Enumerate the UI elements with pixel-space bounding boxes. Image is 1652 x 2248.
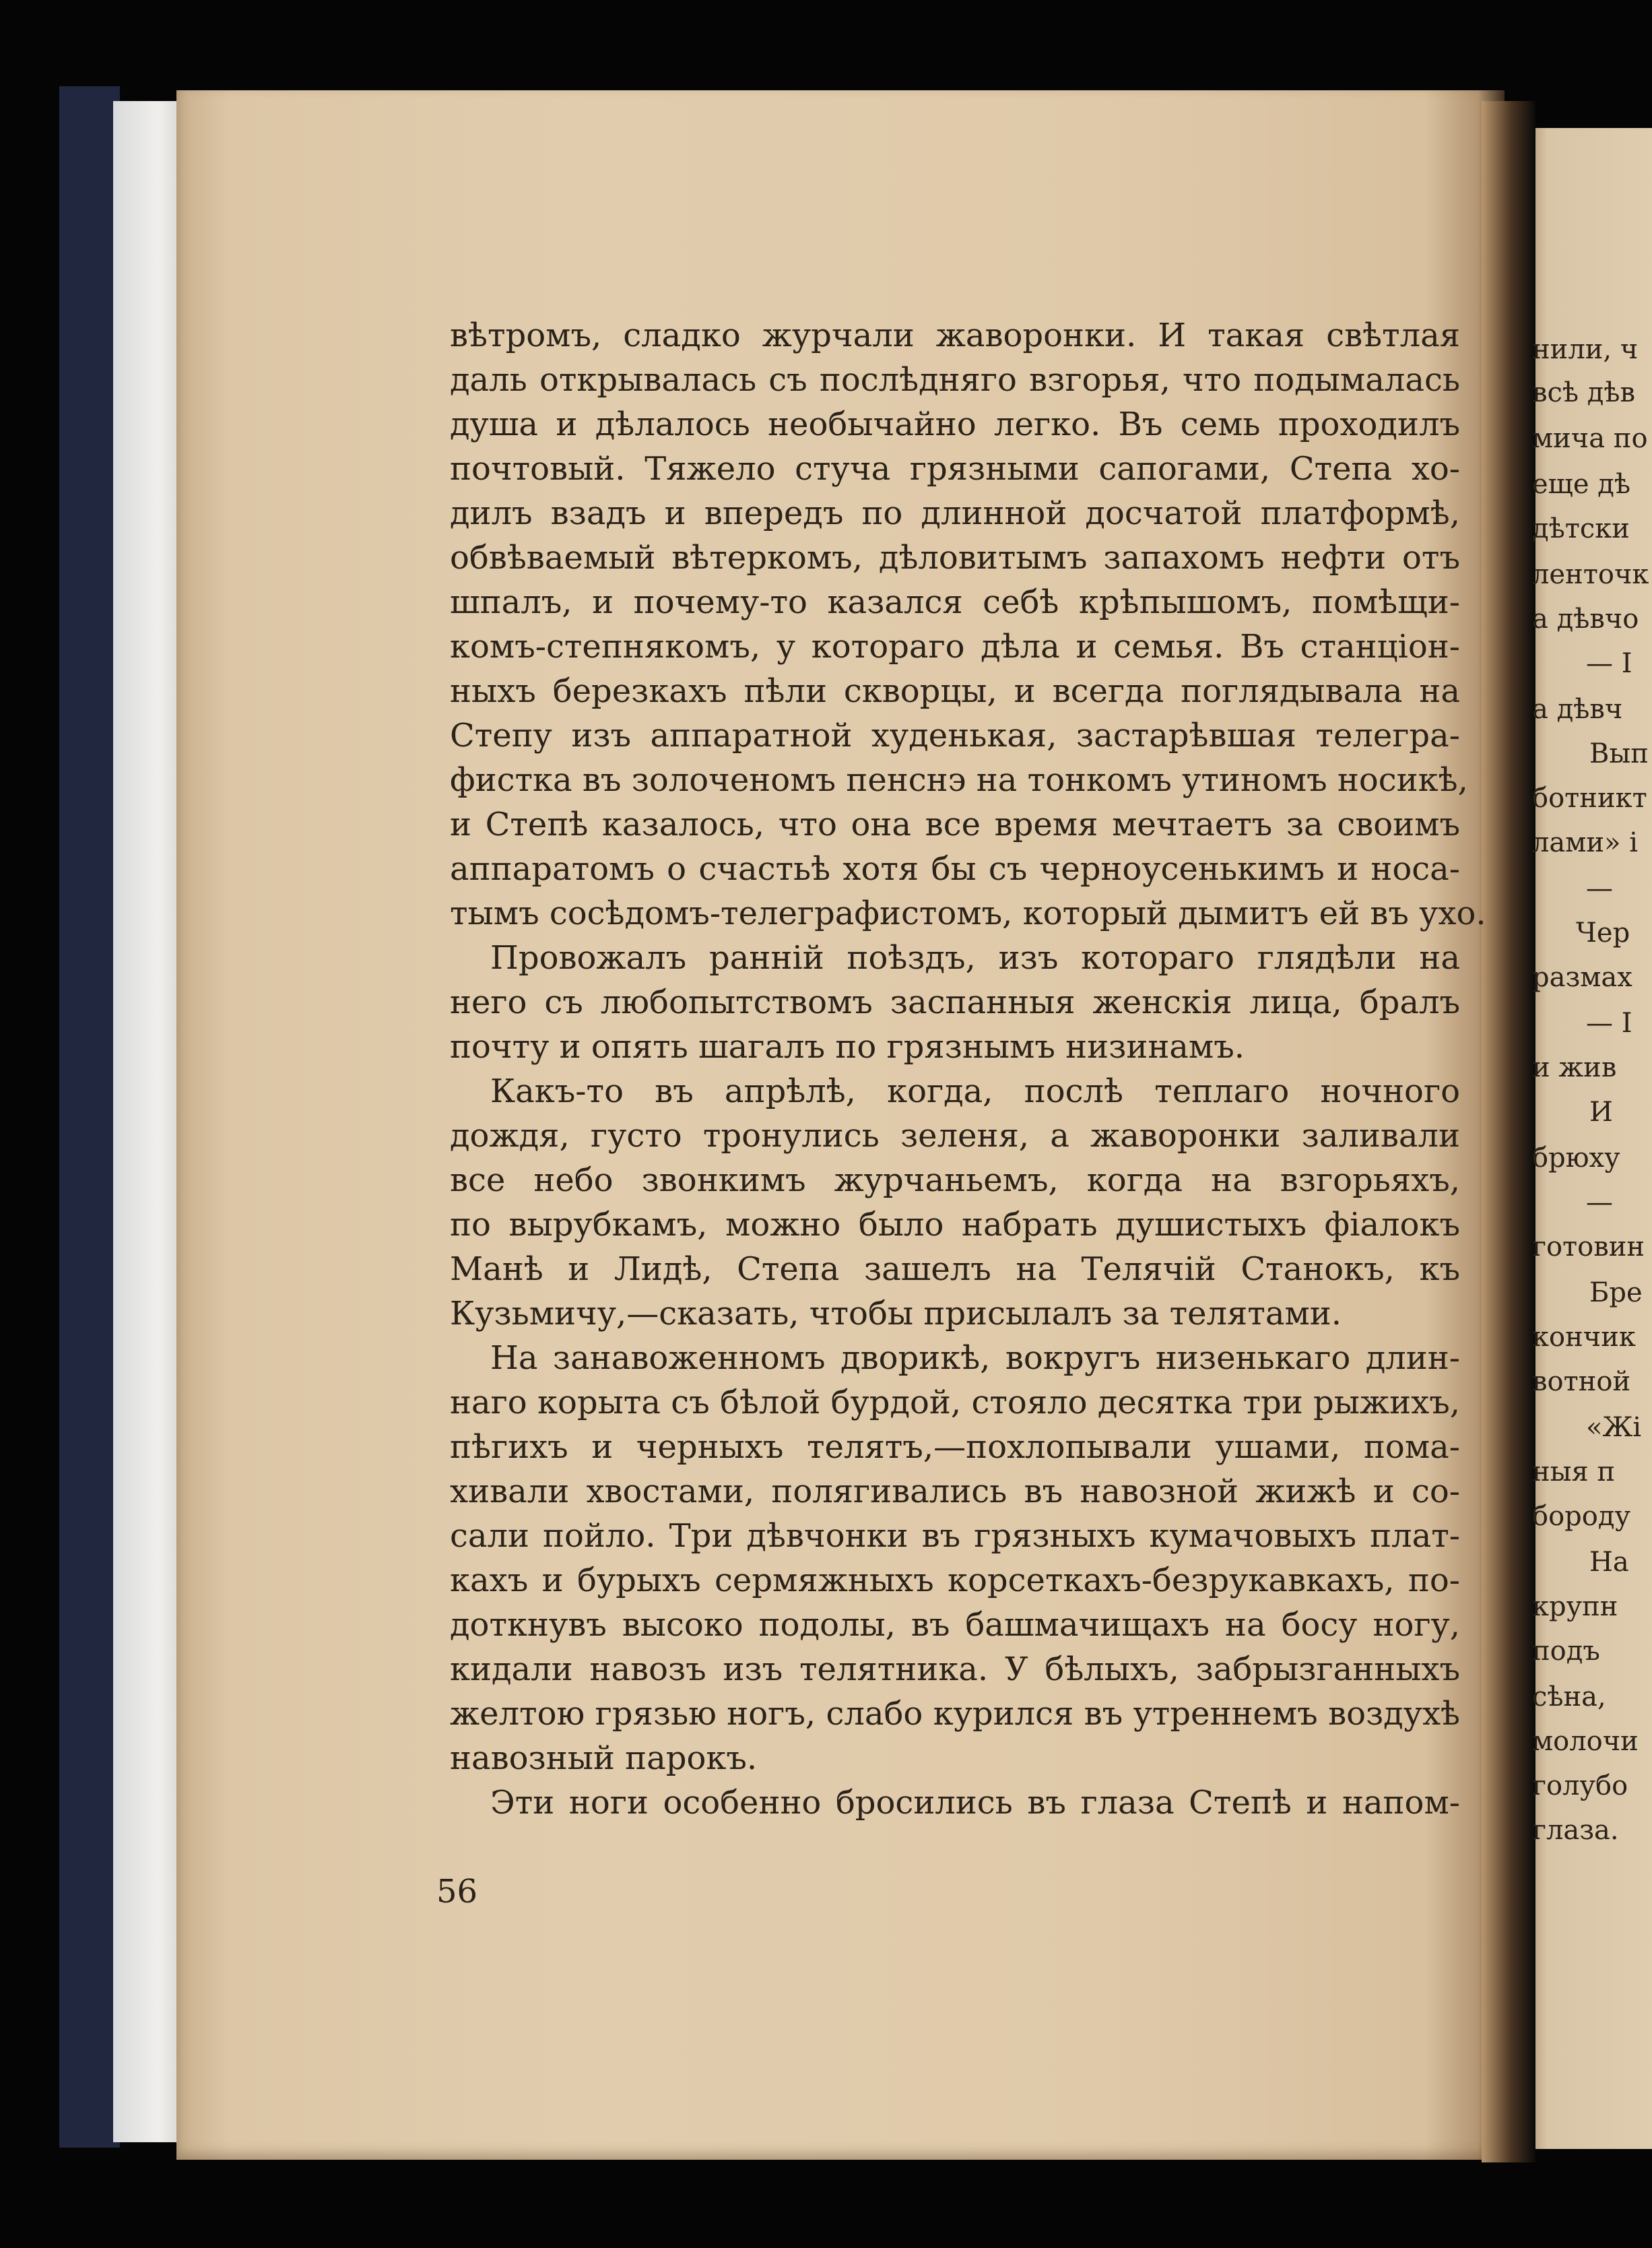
text-line: почтовый. Тяжело стуча грязными сапогами, Степа хо- xyxy=(450,450,1460,488)
text-line: дилъ взадъ и впередъ по длинной досчатой платформѣ, xyxy=(450,494,1460,532)
text-line: даль открывалась съ послѣдняго взгорья, что подымалась xyxy=(450,361,1460,399)
text-line: желтою грязью ногъ, слабо курился въ утреннемъ воздухѣ xyxy=(450,1695,1460,1733)
text-fragment: ботникт xyxy=(1532,783,1647,814)
text-fragment: а дѣвчо xyxy=(1532,604,1639,635)
text-fragment: кончик xyxy=(1532,1322,1636,1353)
text-line: почту и опять шагалъ по грязнымъ низинамъ. xyxy=(450,1028,1245,1066)
text-line: тымъ сосѣдомъ-телеграфистомъ, который дымитъ ей въ ухо. xyxy=(450,895,1486,932)
text-fragment: — І xyxy=(1586,1008,1632,1039)
text-fragment: И xyxy=(1589,1097,1613,1128)
text-fragment: ленточк xyxy=(1532,559,1649,590)
text-fragment: бороду xyxy=(1532,1501,1631,1532)
page-number: 56 xyxy=(436,1873,478,1910)
text-line: аппаратомъ о счастьѣ хотя бы съ черноусенькимъ и носа- xyxy=(450,850,1460,888)
text-fragment: — І xyxy=(1586,648,1632,679)
text-line: и Степѣ казалось, что она все время мечтаетъ за своимъ xyxy=(450,806,1460,843)
text-fragment: молочи xyxy=(1532,1726,1639,1757)
text-line: наго корыта съ бѣлой бурдой, стояло десятка три рыжихъ, xyxy=(450,1384,1460,1421)
text-line: На занавоженномъ дворикѣ, вокругъ низенькаго длин- xyxy=(490,1339,1460,1377)
text-fragment: — xyxy=(1586,1187,1613,1218)
text-fragment: сѣна, xyxy=(1532,1681,1606,1712)
text-fragment: Бре xyxy=(1589,1277,1643,1308)
text-line: вѣтромъ, сладко журчали жаворонки. И такая свѣтлая xyxy=(450,317,1460,354)
text-fragment: дѣтски xyxy=(1532,513,1630,544)
text-fragment: Вып xyxy=(1589,738,1649,769)
text-fragment: ныя п xyxy=(1532,1456,1616,1487)
text-fragment: лами» і xyxy=(1532,827,1639,858)
text-line: ныхъ березкахъ пѣли скворцы, и всегда поглядывала на xyxy=(450,672,1460,710)
text-fragment: и жив xyxy=(1532,1052,1617,1083)
text-fragment: размах xyxy=(1532,962,1632,993)
text-line: обвѣваемый вѣтеркомъ, дѣловитымъ запахомъ нефти отъ xyxy=(450,539,1460,577)
text-line: душа и дѣлалось необычайно легко. Въ семь проходилъ xyxy=(450,406,1460,443)
text-line: кидали навозъ изъ телятника. У бѣлыхъ, забрызганныхъ xyxy=(450,1650,1460,1688)
text-line: Степу изъ аппаратной худенькая, застарѣвшая телегра- xyxy=(450,717,1460,754)
text-fragment: брюху xyxy=(1532,1143,1620,1174)
text-line: кахъ и бурыхъ сермяжныхъ корсеткахъ-безрукавкахъ, по- xyxy=(450,1562,1460,1599)
text-line: доткнувъ высоко подолы, въ башмачищахъ на босу ногу, xyxy=(450,1606,1460,1644)
text-fragment: крупн xyxy=(1532,1591,1618,1622)
text-fragment: мича по xyxy=(1532,423,1648,454)
text-line: по вырубкамъ, можно было набрать душистыхъ фіалокъ xyxy=(450,1206,1460,1244)
text-fragment: нили, ч xyxy=(1532,334,1639,365)
text-line: него съ любопытствомъ заспанныя женскія лица, бралъ xyxy=(450,984,1460,1021)
text-fragment: «Жі xyxy=(1586,1412,1642,1443)
text-line: Провожалъ ранній поѣздъ, изъ котораго глядѣли на xyxy=(490,939,1460,977)
text-fragment: а дѣвч xyxy=(1532,694,1623,725)
text-line: фистка въ золоченомъ пенснэ на тонкомъ утиномъ носикѣ, xyxy=(450,761,1468,799)
text-line: комъ-степнякомъ, у котораго дѣла и семья. Въ станціон- xyxy=(450,628,1460,666)
text-fragment: всѣ дѣв xyxy=(1532,377,1636,408)
text-line: Манѣ и Лидѣ, Степа зашелъ на Телячій Станокъ, къ xyxy=(450,1250,1460,1288)
text-fragment: голубо xyxy=(1532,1770,1628,1801)
text-fragment: подъ xyxy=(1532,1636,1600,1667)
text-fragment: глаза. xyxy=(1532,1815,1619,1846)
text-fragment: На xyxy=(1589,1547,1629,1578)
text-line: навозный парокъ. xyxy=(450,1739,758,1777)
text-line: пѣгихъ и черныхъ телятъ,—похлопывали ушами, пома- xyxy=(450,1428,1460,1466)
text-line: дождя, густо тронулись зеленя, а жаворонки заливали xyxy=(450,1117,1460,1155)
text-fragment: готовин xyxy=(1532,1231,1645,1262)
text-fragment: — xyxy=(1586,873,1613,904)
text-line: Эти ноги особенно бросились въ глаза Степѣ и напом- xyxy=(490,1784,1460,1822)
text-fragment: еще дѣ xyxy=(1532,469,1630,500)
text-fragment: вотной xyxy=(1532,1366,1631,1397)
text-fragment: Чер xyxy=(1576,918,1630,949)
text-line: сали пойло. Три дѣвчонки въ грязныхъ кумачовыхъ плат- xyxy=(450,1517,1460,1555)
text-line: шпалъ, и почему-то казался себѣ крѣпышомъ, помѣщи- xyxy=(450,583,1460,621)
text-line: все небо звонкимъ журчаньемъ, когда на взгорьяхъ, xyxy=(450,1161,1460,1199)
text-line: Кузьмичу,—сказать, чтобы присылалъ за телятами. xyxy=(450,1295,1342,1332)
text-line: хивали хвостами, полягивались въ навозной жижѣ и со- xyxy=(450,1473,1460,1510)
text-line: Какъ-то въ апрѣлѣ, когда, послѣ теплаго ночного xyxy=(490,1072,1460,1110)
